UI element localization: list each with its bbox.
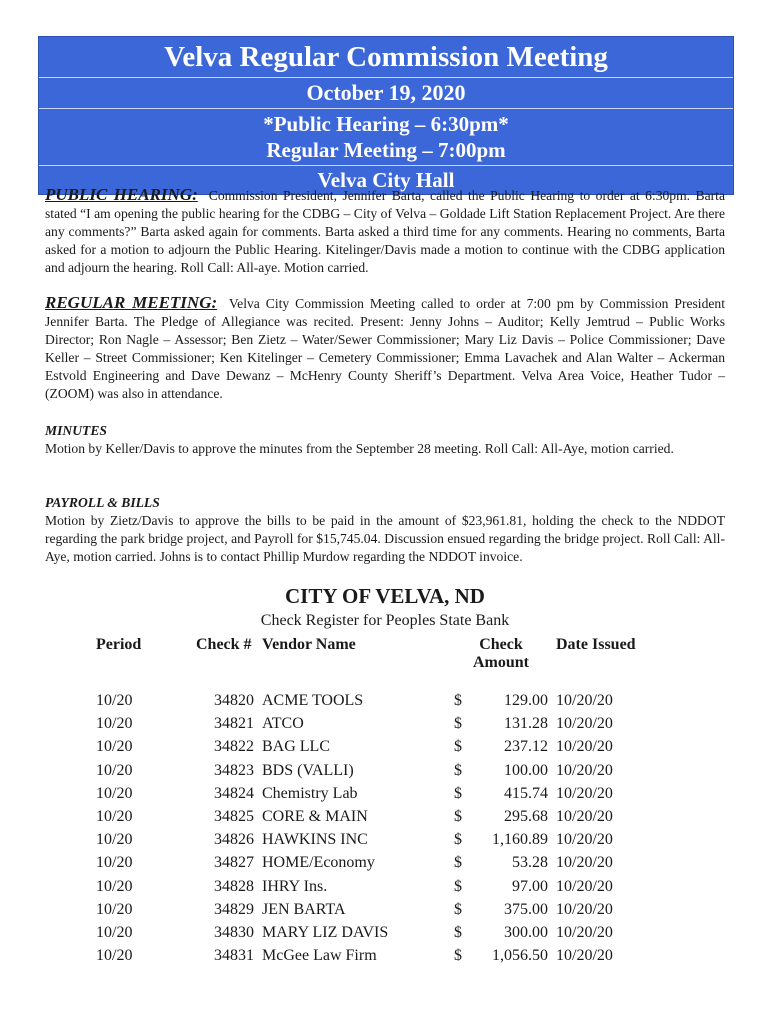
meeting-date: October 19, 2020 — [39, 78, 733, 109]
row-check-amount: 129.00 — [504, 692, 548, 709]
row-vendor-name: Chemistry Lab — [262, 784, 358, 802]
col-vendor: Vendor Name — [262, 636, 356, 653]
row-date-issued: 10/20/20 — [556, 831, 613, 849]
row-period: 10/20 — [96, 692, 133, 709]
col-check: Check # — [196, 636, 252, 653]
row-period: 10/20 — [96, 738, 133, 756]
row-vendor-name: JEN BARTA — [262, 900, 346, 918]
row-vendor-name: ACME TOOLS — [262, 692, 364, 709]
row-period: 10/20 — [96, 807, 133, 825]
meeting-banner — [38, 36, 734, 195]
row-date-issued: 10/20/20 — [556, 854, 613, 872]
row-check-number: 34823 — [214, 761, 254, 779]
public-hearing-section — [45, 186, 725, 277]
row-date-issued: 10/20/20 — [556, 877, 613, 895]
row-period: 10/20 — [96, 831, 133, 849]
row-period: 10/20 — [96, 947, 133, 965]
spacer-row — [96, 672, 656, 692]
register-subtitle: Check Register for Peoples State Bank — [260, 612, 510, 629]
row-check-number: 34825 — [214, 807, 254, 825]
register-body — [96, 672, 656, 970]
regular-meeting-time: Regular Meeting – 7:00pm — [266, 138, 506, 162]
row-check-number: 34829 — [214, 900, 254, 918]
public-hearing-time: *Public Hearing – 6:30pm* — [263, 112, 509, 136]
col-amount: Check Amount — [472, 636, 529, 671]
table-row — [96, 762, 656, 785]
row-vendor-name: CORE & MAIN — [262, 807, 368, 825]
row-check-amount: 295.68 — [504, 807, 548, 825]
row-date-issued: 10/20/20 — [556, 807, 613, 825]
regular-meeting-text: Velva City Commission Meeting called to order at 7:00 pm by Commission President Jennifer Barta. The Pledge of Allegiance was recited. Present: Jenny Johns – Auditor; Kelly Jemtrud – Public Works Director; Ron Nagle – Assessor; Ben Zietz – Water/Sewer Commissioner; Mary Liz Davis – Police Commissioner; Dave Keller – Street Commissioner; Ken Kitelinger – Cemetery Commissioner; Emma Lavachek and Alan Walter – Ackerman Estvold Engineering and Dave Dewanz – McHenry County Sheriff’s Department. Velva Area Voice, Heather Tudor – (ZOOM) was also in attendance. — [45, 296, 725, 401]
row-check-number: 34822 — [214, 738, 254, 756]
row-dollar-sign: $ — [454, 854, 462, 872]
row-check-amount: 300.00 — [504, 923, 548, 941]
regular-meeting-section — [45, 294, 725, 403]
row-dollar-sign: $ — [454, 715, 462, 733]
minutes-heading: MINUTES — [45, 423, 107, 438]
row-date-issued: 10/20/20 — [556, 692, 613, 709]
table-row — [96, 878, 656, 901]
table-row — [96, 831, 656, 854]
row-check-amount: 100.00 — [504, 761, 548, 779]
row-dollar-sign: $ — [454, 900, 462, 918]
meeting-schedule — [39, 109, 733, 166]
payroll-text: Motion by Zietz/Davis to approve the bills to be paid in the amount of $23,961.81, holding the check to the NDDOT regarding the park bridge project, and Payroll for $15,745.04. Discussion ensued regarding the bridge project. Roll Call: All-Aye, motion carried. Johns is to contact Phillip Murdow regarding the NDDOT invoice. — [45, 513, 725, 564]
row-check-amount: 375.00 — [504, 900, 548, 918]
row-dollar-sign: $ — [454, 738, 462, 756]
row-date-issued: 10/20/20 — [556, 784, 613, 802]
row-date-issued: 10/20/20 — [556, 738, 613, 756]
row-vendor-name: BDS (VALLI) — [262, 761, 354, 779]
row-check-amount: 1,160.89 — [492, 831, 548, 849]
register-title: CITY OF VELVA, ND — [285, 584, 485, 608]
row-check-number: 34824 — [214, 784, 254, 802]
row-vendor-name: HAWKINS INC — [262, 831, 368, 849]
table-row — [96, 692, 656, 715]
row-period: 10/20 — [96, 854, 133, 872]
row-check-number: 34826 — [214, 831, 254, 849]
payroll-heading: PAYROLL & BILLS — [45, 495, 160, 510]
table-row — [96, 924, 656, 947]
row-check-amount: 415.74 — [504, 784, 548, 802]
row-period: 10/20 — [96, 923, 133, 941]
row-check-number: 34821 — [214, 715, 254, 733]
payroll-section — [45, 494, 725, 566]
row-vendor-name: MARY LIZ DAVIS — [262, 923, 389, 941]
row-check-amount: 131.28 — [504, 715, 548, 733]
table-row — [96, 715, 656, 738]
public-hearing-heading: PUBLIC HEARING: — [45, 185, 198, 204]
table-row — [96, 947, 656, 970]
row-date-issued: 10/20/20 — [556, 923, 613, 941]
row-period: 10/20 — [96, 877, 133, 895]
row-check-number: 34831 — [214, 947, 254, 965]
row-dollar-sign: $ — [454, 831, 462, 849]
row-dollar-sign: $ — [454, 784, 462, 802]
row-period: 10/20 — [96, 715, 133, 733]
row-period: 10/20 — [96, 761, 133, 779]
table-row — [96, 785, 656, 808]
row-check-amount: 53.28 — [512, 854, 548, 872]
meeting-location: Velva City Hall — [317, 168, 455, 192]
regular-meeting-heading: REGULAR MEETING: — [45, 293, 218, 312]
row-check-number: 34827 — [214, 854, 254, 872]
table-row — [96, 738, 656, 761]
row-vendor-name: McGee Law Firm — [262, 947, 377, 965]
row-dollar-sign: $ — [454, 692, 462, 709]
col-date: Date Issued — [556, 636, 636, 653]
row-dollar-sign: $ — [454, 923, 462, 941]
row-dollar-sign: $ — [454, 807, 462, 825]
row-dollar-sign: $ — [454, 761, 462, 779]
table-row — [96, 854, 656, 877]
row-check-amount: 97.00 — [512, 877, 548, 895]
table-header-row — [96, 636, 656, 672]
public-hearing-text: Commission President, Jennifer Barta, called the Public Hearing to order at 6:30pm. Barta stated “I am opening the public hearing for the CDBG – City of Velva – Goldade Lift Station Replacement Project. Are there any comments?” Barta asked again for comments. Barta asked a third time for any comments. Hearing no comments, Barta asked for a motion to adjourn the Public Hearing. Kitelinger/Davis made a motion to continue with the CDBG application and adjourn the hearing. Roll Call: All-aye. Motion carried. — [45, 188, 725, 275]
table-row — [96, 808, 656, 831]
row-vendor-name: IHRY Ins. — [262, 877, 328, 895]
table-row — [96, 901, 656, 924]
row-vendor-name: BAG LLC — [262, 738, 330, 756]
col-period: Period — [96, 636, 142, 653]
row-check-amount: 237.12 — [504, 738, 548, 756]
minutes-section — [45, 422, 725, 458]
row-check-number: 34820 — [214, 692, 254, 709]
meeting-title: Velva Regular Commission Meeting — [39, 37, 733, 78]
row-date-issued: 10/20/20 — [556, 761, 613, 779]
row-check-number: 34830 — [214, 923, 254, 941]
row-period: 10/20 — [96, 900, 133, 918]
row-date-issued: 10/20/20 — [556, 715, 613, 733]
row-check-number: 34828 — [214, 877, 254, 895]
row-check-amount: 1,056.50 — [492, 947, 548, 965]
check-register-table — [96, 636, 656, 970]
row-date-issued: 10/20/20 — [556, 900, 613, 918]
row-period: 10/20 — [96, 784, 133, 802]
row-date-issued: 10/20/20 — [556, 947, 613, 965]
row-dollar-sign: $ — [454, 877, 462, 895]
row-vendor-name: ATCO — [262, 715, 304, 733]
minutes-text: Motion by Keller/Davis to approve the minutes from the September 28 meeting. Roll Call: All-Aye, motion carried. — [45, 441, 674, 456]
row-dollar-sign: $ — [454, 947, 462, 965]
row-vendor-name: HOME/Economy — [262, 854, 375, 872]
